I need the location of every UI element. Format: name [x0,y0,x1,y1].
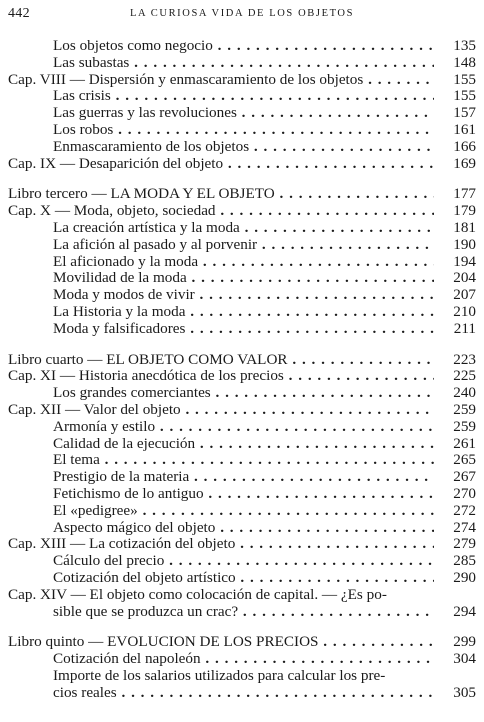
toc-entry [6,469,476,486]
toc-entry [6,651,476,668]
toc-entry-title: Los objetos como negocio . . . [6,38,434,55]
toc-entry-title: Las crisis . . . [6,88,434,105]
toc-entry-title: Moda y modos de vivir . . . [6,287,434,304]
toc-entry-title: El aficionado y la moda . . . [6,254,434,271]
toc-entry-title: Las guerras y las revoluciones . . . [6,105,434,122]
toc-entry [6,122,476,139]
toc-entry-title: Cap. XIII — La cotización del objeto . . . [6,536,434,553]
toc-entry [6,570,476,587]
toc-entry-title: sible que se produzca un crac? . . . [6,604,434,621]
toc-entry-title: El «pedigree» . . . [6,503,434,520]
toc-entry-page: 181 [436,220,476,237]
toc-entry-title: El tema . . . [6,452,434,469]
toc-entry-title: Enmascaramiento de los objetos . . . [6,139,434,156]
toc-entry-page: 299 [436,634,476,651]
toc-entry-page: 194 [436,254,476,271]
toc-entry [6,536,476,553]
toc-entry-title: Prestigio de la materia . . . [6,469,434,486]
toc-entry-page: 267 [436,469,476,486]
toc-entry-title: Libro tercero — LA MODA Y EL OBJETO . . . [6,186,434,203]
toc-entry-title: Movilidad de la moda . . . [6,270,434,287]
toc-entry-page: 304 [436,651,476,668]
toc-entry-title: Cap. XIV — El objeto como colocación de capital. — ¿Es po- [8,586,387,603]
toc-entry-page: 274 [436,520,476,537]
toc-entry-title: Libro quinto — EVOLUCION DE LOS PRECIOS . . . [6,634,434,651]
toc-entry-page: 155 [436,72,476,89]
toc-entry [6,352,476,369]
toc-entry-title: Cap. X — Moda, objeto, sociedad . . . [6,203,434,220]
toc-entry-page: 290 [436,570,476,587]
toc-entry-page: 265 [436,452,476,469]
toc-entry [6,436,476,453]
toc-entry [6,287,476,304]
toc-entry-page: 135 [436,38,476,55]
toc-entry-title: Cotización del napoleón . . . [6,651,434,668]
toc-entry [6,553,476,570]
toc-entry-page: 259 [436,402,476,419]
toc-entry-title: La creación artística y la moda . . . [6,220,434,237]
toc-entry-page: 166 [436,139,476,156]
toc-entry-title: Cotización del objeto artístico . . . [6,570,434,587]
toc-entry-page: 259 [436,419,476,436]
toc-entry [6,321,476,338]
toc-entry [6,220,476,237]
toc-entry [6,452,476,469]
toc-entry-title: Cap. XII — Valor del objeto . . . [6,402,434,419]
toc-entry [6,503,476,520]
toc-entry [6,668,476,685]
toc-entry-title: Cap. VIII — Dispersión y enmascaramiento de los objetos . . . [6,72,434,89]
toc-entry [6,685,476,702]
toc-entry-page: 169 [436,156,476,173]
running-title: LA CURIOSA VIDA DE LOS OBJETOS [129,8,355,19]
page-number: 442 [8,6,30,21]
toc-entry-page: 155 [436,88,476,105]
toc-entry-title: Fetichismo de lo antiguo . . . [6,486,434,503]
toc-entry-page: 157 [436,105,476,122]
toc-entry [6,38,476,55]
toc-entry-page: 261 [436,436,476,453]
toc-entry [6,634,476,651]
toc-entry-title: La Historia y la moda . . . [6,304,434,321]
toc-entry [6,270,476,287]
toc-entry [6,156,476,173]
toc-entry-page: 179 [436,203,476,220]
toc-entry-title: Los grandes comerciantes . . . [6,385,434,402]
toc-entry-page: 305 [436,685,476,702]
toc-entry-page: 225 [436,368,476,385]
toc-entry-title: Moda y falsificadores . . . [6,321,434,338]
toc-entry-page: 270 [436,486,476,503]
toc-entry [6,105,476,122]
toc-entry-page: 294 [436,604,476,621]
page-header [8,6,476,26]
toc-entry [6,254,476,271]
toc-entry [6,186,476,203]
toc-entry-title: La afición al pasado y al porvenir . . . [6,237,434,254]
toc-entry [6,587,476,604]
toc-entry-title: Aspecto mágico del objeto . . . [6,520,434,537]
toc-entry-page: 190 [436,237,476,254]
toc-entry [6,385,476,402]
toc-entry-title: Libro cuarto — EL OBJETO COMO VALOR . . . [6,352,434,369]
toc-entry-page: 285 [436,553,476,570]
toc-entry-page: 272 [436,503,476,520]
toc-entry [6,88,476,105]
toc-entry [6,402,476,419]
toc-entry [6,604,476,621]
table-of-contents [6,38,476,701]
toc-entry-title: Cap. XI — Historia anecdótica de los precios . . . [6,368,434,385]
toc-entry-page: 204 [436,270,476,287]
toc-entry [6,55,476,72]
toc-entry-page: 223 [436,352,476,369]
toc-entry-page: 161 [436,122,476,139]
toc-entry-title: Los robos . . . [6,122,434,139]
toc-entry [6,419,476,436]
toc-entry-title: Armonía y estilo . . . [6,419,434,436]
toc-entry-title: Calidad de la ejecución . . . [6,436,434,453]
toc-entry-page: 211 [436,321,476,338]
toc-entry-title: Importe de los salarios utilizados para calcular los pre- [53,667,386,684]
toc-entry-title: cios reales . . . [6,685,434,702]
toc-entry [6,304,476,321]
toc-entry [6,203,476,220]
toc-entry [6,368,476,385]
toc-entry-page: 279 [436,536,476,553]
toc-entry-page: 148 [436,55,476,72]
toc-entry-page: 240 [436,385,476,402]
toc-entry-page: 207 [436,287,476,304]
toc-entry [6,72,476,89]
toc-entry-title: Cap. IX — Desaparición del objeto . . . [6,156,434,173]
toc-entry-title: Las subastas . . . [6,55,434,72]
toc-entry [6,486,476,503]
toc-entry [6,139,476,156]
toc-entry-page: 210 [436,304,476,321]
toc-entry-page: 177 [436,186,476,203]
toc-entry [6,237,476,254]
toc-entry [6,520,476,537]
toc-entry-title: Cálculo del precio . . . [6,553,434,570]
